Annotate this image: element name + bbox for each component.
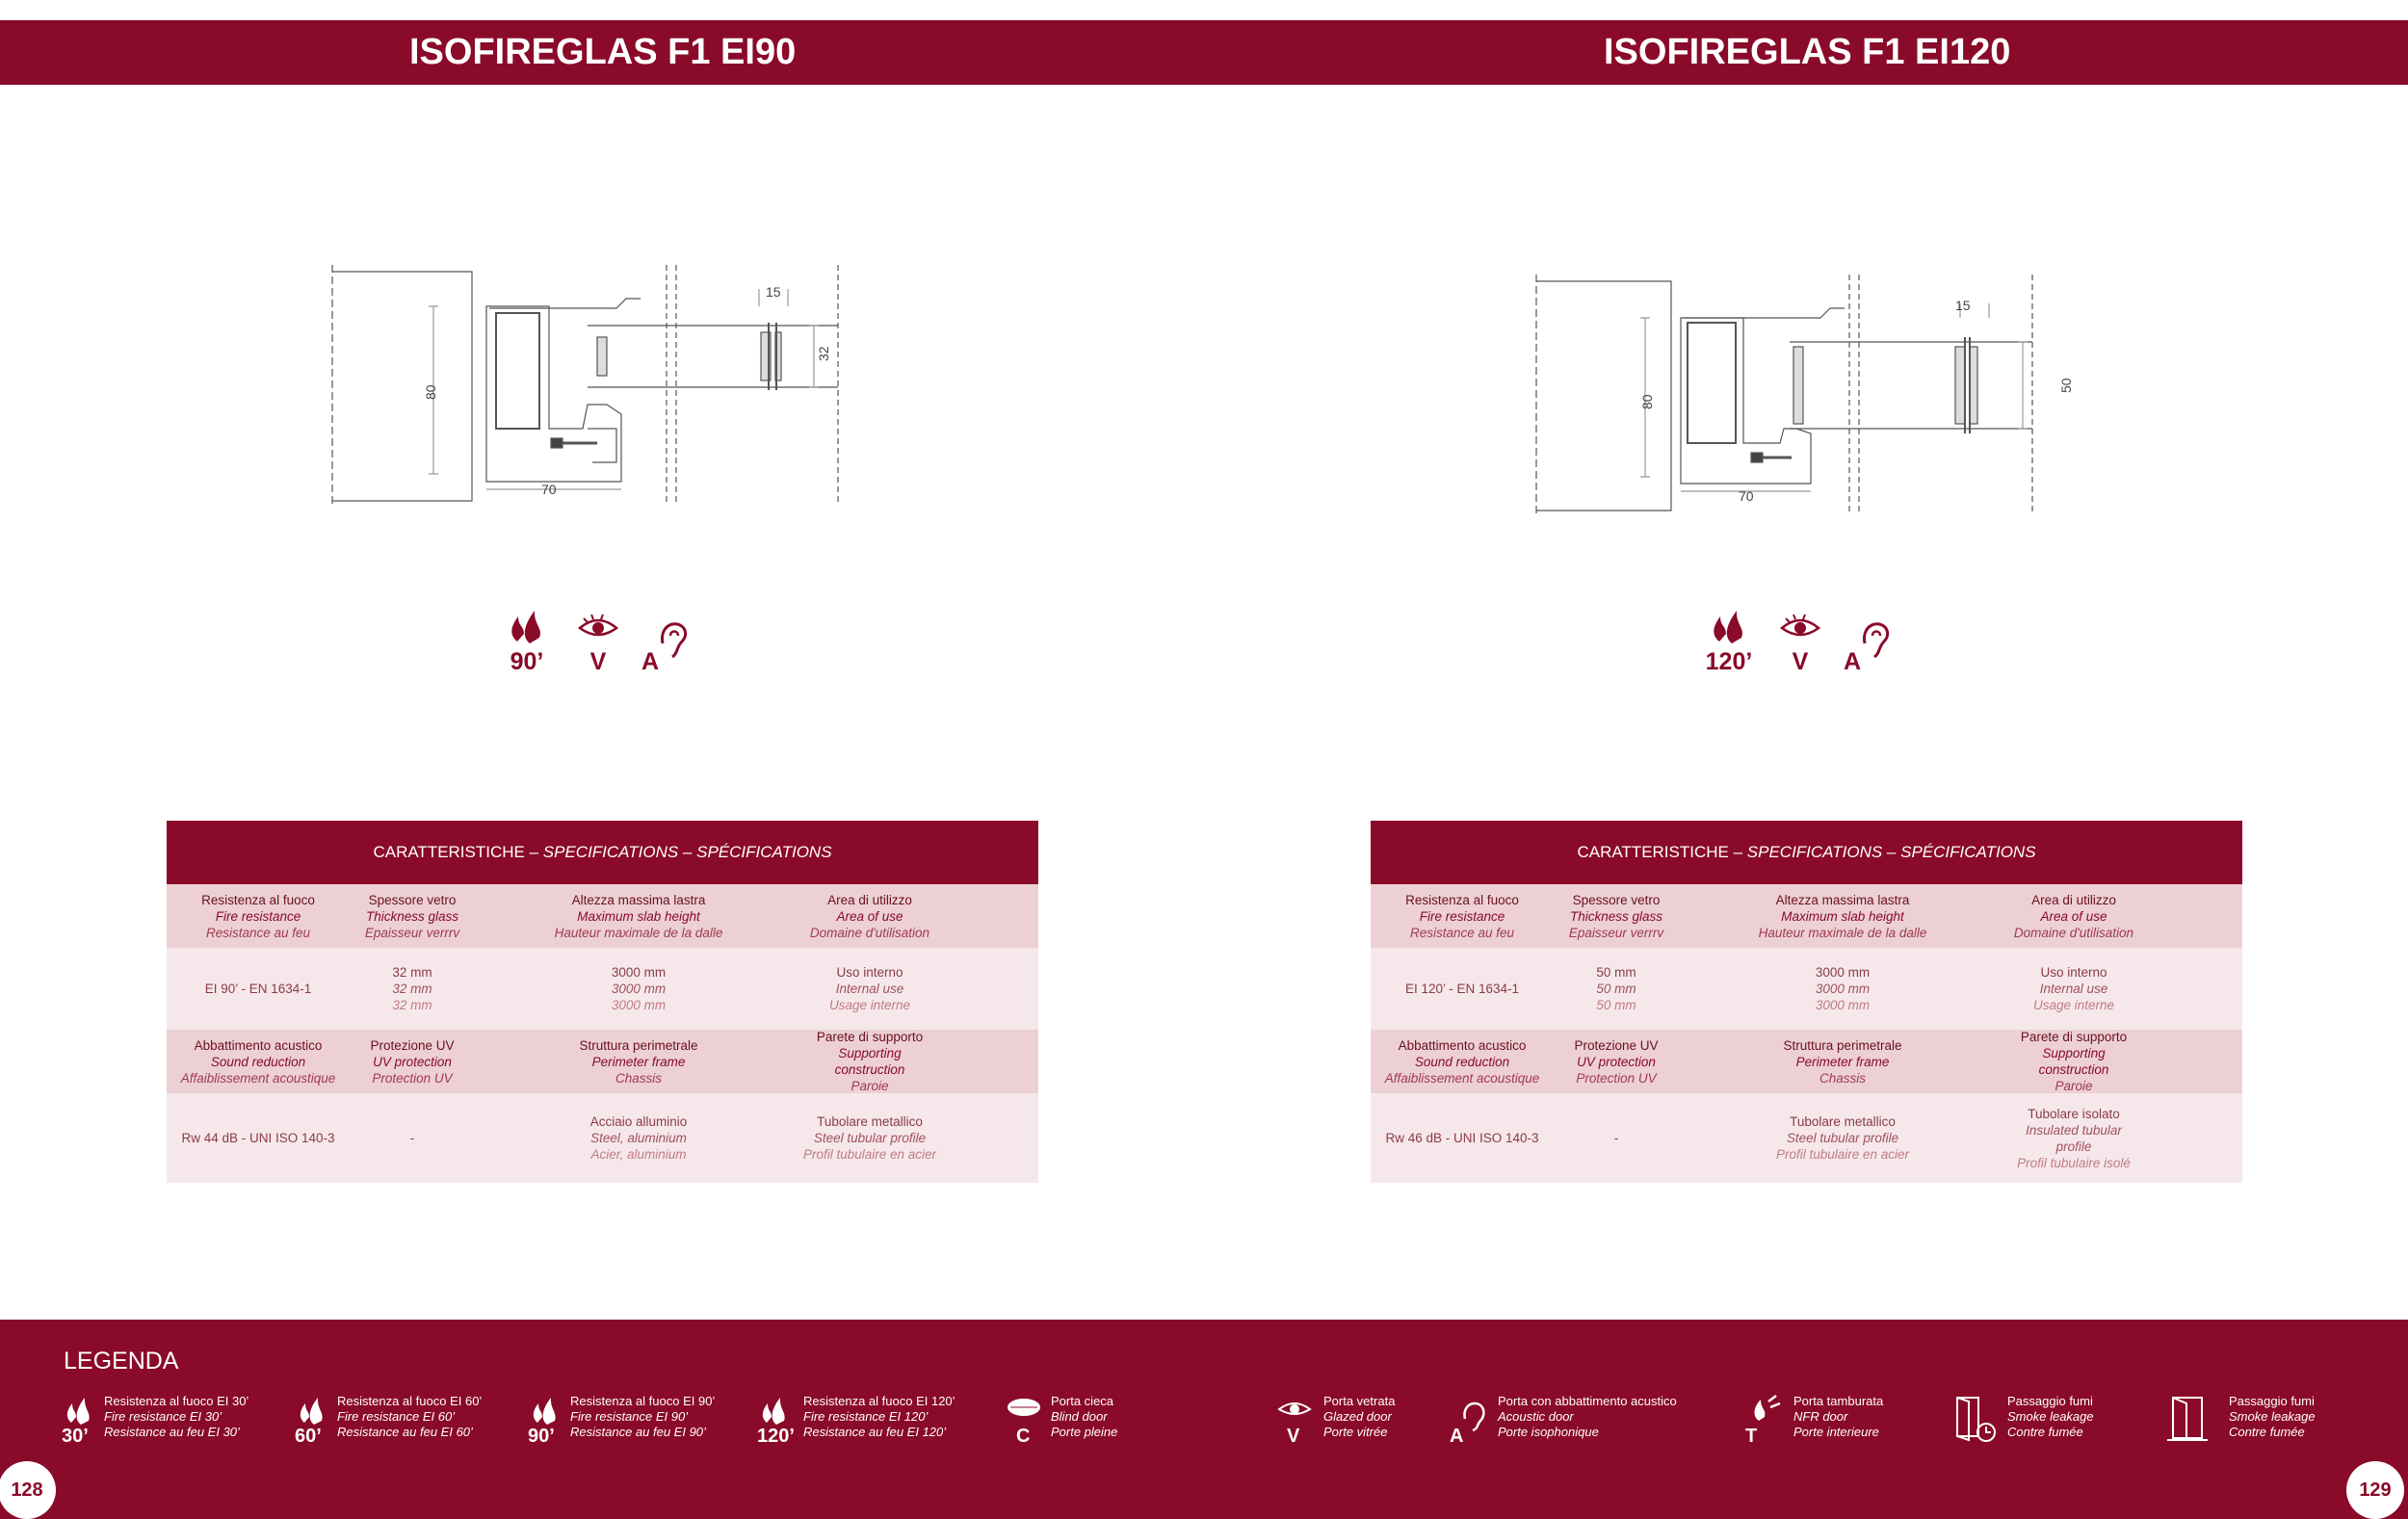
feature-icons-right bbox=[1693, 605, 1907, 676]
page-number-left: 128 bbox=[0, 1461, 56, 1519]
header-band bbox=[0, 20, 2408, 85]
dimension-80: 80 bbox=[1639, 394, 1655, 409]
legend-item-smoke-leakage: Passaggio fumi Smoke leakage Contre fumée bbox=[1953, 1394, 2094, 1448]
flame-drops-icon: 90’ bbox=[491, 605, 563, 676]
spec-value-row: EI 120’ - EN 1634-1 50 mm 50 mm 50 mm 3000 mm 3000 mm 3000 mm Uso interno Internal use Usage interne bbox=[1371, 948, 2242, 1030]
spec-value-row: Rw 46 dB - UNI ISO 140-3 - Tubolare metallico Steel tubular profile Profil tubulaire en acier Tubolare isolato Insulated tubular profile Profil tubulaire isolé bbox=[1371, 1093, 2242, 1183]
page-title-right: ISOFIREGLAS F1 EI120 bbox=[1604, 32, 2011, 72]
page-number-right: 129 bbox=[2346, 1461, 2404, 1519]
page-title-left: ISOFIREGLAS F1 EI90 bbox=[409, 32, 797, 72]
legend-item-ei60: 60’ Resistenza al fuoco EI 60’ Fire resistance EI 60’ Resistance au feu EI 60’ bbox=[295, 1394, 483, 1447]
eye-icon bbox=[1275, 1394, 1314, 1423]
legend-item-ei30: 30’ Resistenza al fuoco EI 30’ Fire resistance EI 30’ Resistance au feu EI 30’ bbox=[62, 1394, 249, 1447]
ear-icon: A bbox=[634, 605, 705, 676]
spec-value-row: EI 90’ - EN 1634-1 32 mm 32 mm 32 mm 3000 mm 3000 mm 3000 mm Uso interno Internal use Usage interne bbox=[167, 948, 1038, 1030]
spec-header-row: Abbattimento acustico Sound reduction Affaiblissement acoustique Protezione UV UV protection Protection UV Struttura perimetrale Perimeter frame Chassis Parete di supporto Supporting construction Paroie bbox=[167, 1030, 1038, 1093]
spec-heading: CARATTERISTICHE – SPECIFICATIONS – SPÉCIFICATIONS bbox=[1371, 821, 2242, 884]
spec-header-row: Abbattimento acustico Sound reduction Affaiblissement acoustique Protezione UV UV protection Protection UV Struttura perimetrale Perimeter frame Chassis Parete di supporto Supporting construction Paroie bbox=[1371, 1030, 2242, 1093]
dimension-80: 80 bbox=[423, 384, 438, 400]
smoke-door-clock-icon bbox=[1953, 1394, 2002, 1444]
flame-drops-icon bbox=[528, 1394, 561, 1427]
legend-item-ei90: 90’ Resistenza al fuoco EI 90’ Fire resistance EI 90’ Resistance au feu EI 90’ bbox=[528, 1394, 716, 1447]
legend-item-blind-door: C Porta cieca Blind door Porte pleine bbox=[1005, 1394, 1117, 1448]
nfr-door-icon bbox=[1745, 1394, 1784, 1427]
legend-item-smoke-leakage-2: Passaggio fumi Smoke leakage Contre fumée bbox=[2165, 1394, 2316, 1448]
spec-heading: CARATTERISTICHE – SPECIFICATIONS – SPÉCIFICATIONS bbox=[167, 821, 1038, 884]
flame-drops-icon bbox=[62, 1394, 94, 1427]
legend-item-nfr-door: T Porta tamburata NFR door Porte interieure bbox=[1745, 1394, 1884, 1447]
legend-item-acoustic-door: A Porta con abbattimento acustico Acoustic door Porte isophonique bbox=[1450, 1394, 1677, 1447]
dimension-70: 70 bbox=[1739, 488, 1754, 504]
eye-icon: V bbox=[563, 605, 634, 676]
spec-header-row: Resistenza al fuoco Fire resistance Resistance au feu Spessore vetro Thickness glass Epaisseur verrrv Altezza massima lastra Maximum slab height Hauteur maximale de la dalle Area di utilizzo Area of use Domaine d'utilisation bbox=[1371, 884, 2242, 948]
blind-door-icon bbox=[1005, 1394, 1043, 1423]
legend-item-ei120: 120’ Resistenza al fuoco EI 120’ Fire resistance EI 120’ Resistance au feu EI 120’ bbox=[757, 1394, 955, 1447]
eye-icon: V bbox=[1765, 605, 1836, 676]
flame-drops-icon bbox=[295, 1394, 327, 1427]
specifications-table-right bbox=[1371, 821, 2242, 1183]
spec-header-row: Resistenza al fuoco Fire resistance Resistance au feu Spessore vetro Thickness glass Epaisseur verrrv Altezza massima lastra Maximum slab height Hauteur maximale de la dalle Area di utilizzo Area of use Domaine d'utilisation bbox=[167, 884, 1038, 948]
dimension-50: 50 bbox=[2058, 378, 2074, 393]
dimension-32: 32 bbox=[816, 346, 831, 361]
flame-drops-icon bbox=[757, 1394, 790, 1427]
smoke-door-icon bbox=[2165, 1394, 2221, 1444]
section-drawing-left bbox=[327, 260, 867, 511]
flame-drops-icon: 120’ bbox=[1693, 605, 1765, 676]
dimension-15: 15 bbox=[1955, 298, 1971, 313]
dimension-15: 15 bbox=[766, 284, 781, 300]
legend-title: LEGENDA bbox=[64, 1348, 179, 1375]
dimension-70: 70 bbox=[541, 482, 557, 497]
section-drawing-right bbox=[1531, 270, 2074, 520]
spec-value-row: Rw 44 dB - UNI ISO 140-3 - Acciaio alluminio Steel, aluminium Acier, aluminium Tubolare metallico Steel tubular profile Profil tubulaire en acier bbox=[167, 1093, 1038, 1183]
specifications-table-left bbox=[167, 821, 1038, 1183]
legend-item-glazed-door: V Porta vetrata Glazed door Porte vitrée bbox=[1275, 1394, 1395, 1448]
feature-icons-left bbox=[491, 605, 705, 676]
ear-icon: A bbox=[1836, 605, 1907, 676]
